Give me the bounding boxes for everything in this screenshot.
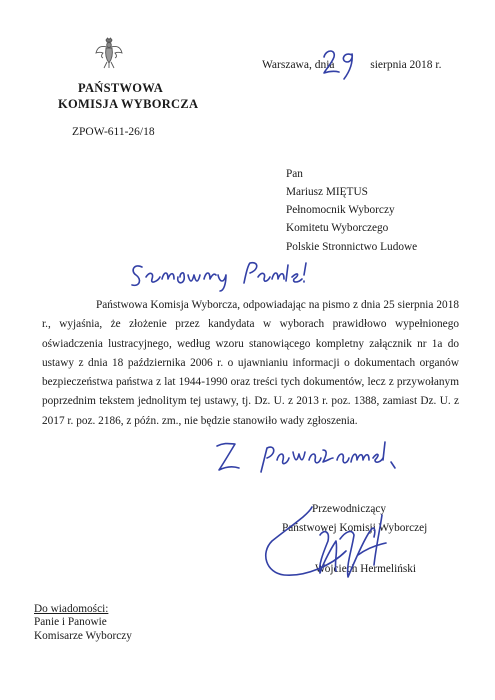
recipient-line: Polskie Stronnictwo Ludowe <box>286 241 418 253</box>
cc-line: Panie i Panowie <box>34 616 107 628</box>
body-paragraph: Państwowa Komisja Wyborcza, odpowiadając na pismo z dnia 25 sierpnia 2018 r., wyjaśnia, że złożenie przez kandydata w wyborach prawidłowo wypełnionego oświadczenia lustracyjnego, według wzoru stanowiącego kompletny załącznik nr 1a do ustawy z dnia 18 października 2006 r. o ujawnianiu informacji o dokumentach organów bezpieczeństwa państwa z lat 1944-1990 oraz treści tych dokumentów, lecz z przywołanym poprzednim tekstem jednolitym tej ustawy, tj. Dz. U. z 2013 r. poz. 1388, zamiast Dz. U. z 2017 r. poz. 2186, z późn. zm., nie będzie stanowiło wady zgłoszenia. <box>42 299 459 427</box>
recipient-line: Komitetu Wyborczego <box>286 222 389 234</box>
salutation-text <box>0 0 1 1</box>
recipient-line: Mariusz MIĘTUS <box>286 186 368 198</box>
polish-eagle-emblem-icon <box>95 37 123 69</box>
cc-line: Komisarze Wyborczy <box>34 630 132 642</box>
handwritten-closing <box>213 436 403 478</box>
org-name-line2: KOMISJA WYBORCZA <box>58 97 199 111</box>
date-suffix: sierpnia 2018 r. <box>370 59 442 71</box>
cc-heading: Do wiadomości: <box>34 603 109 615</box>
org-name-line1: PAŃSTWOWA <box>77 81 164 95</box>
signatory-title-line2: Państwowej Komisji Wyborczej <box>282 522 428 534</box>
closing-text <box>0 0 1 1</box>
letter-body <box>42 296 459 431</box>
reference-number: ZPOW-611-26/18 <box>72 126 155 138</box>
date-line <box>262 59 442 71</box>
handwritten-salutation <box>128 257 308 293</box>
recipient-line: Pan <box>286 168 303 180</box>
recipient-line: Pełnomocnik Wyborczy <box>286 204 395 216</box>
signatory-name: Wojciech Hermeliński <box>315 563 417 575</box>
signatory-title-line1: Przewodniczący <box>312 503 387 515</box>
date-prefix: Warszawa, dnia <box>262 59 335 71</box>
handwritten-signature <box>262 495 412 605</box>
